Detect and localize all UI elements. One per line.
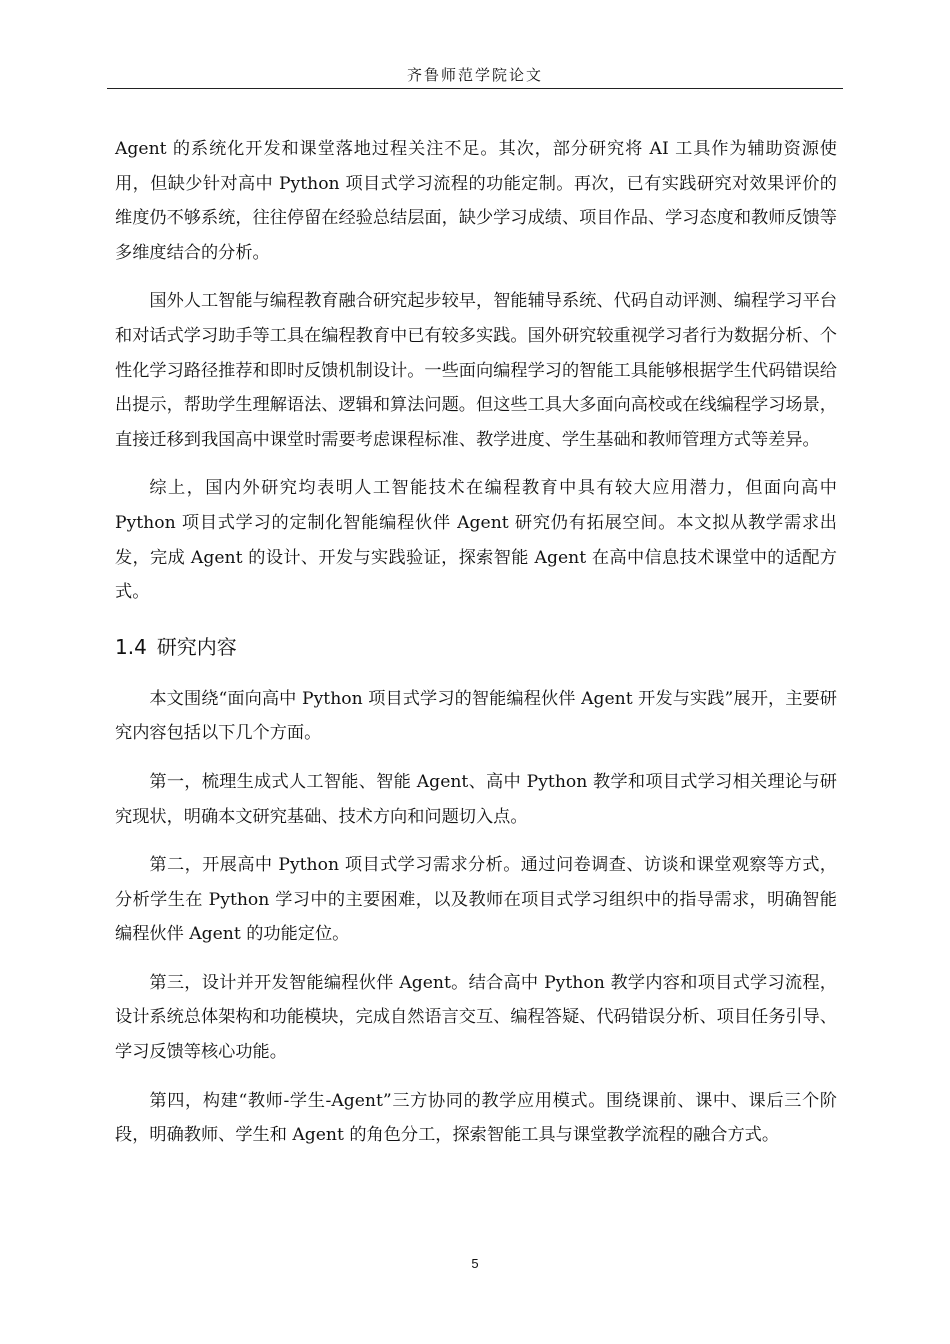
section-heading <box>115 632 837 662</box>
section-number: 1.4 <box>115 634 147 659</box>
paragraph-foreign-research: 国外人工智能与编程教育融合研究起步较早，智能辅导系统、代码自动评测、编程学习平台和对话式学习助手等工具在编程教育中已有较多实践。国外研究较重视学习者行为数据分析、个性化学习路径推荐和即时反馈机制设计。一些面向编程学习的智能工具能够根据学生代码错误给出提示，帮助学生理解语法、逻辑和算法问题。但这些工具大多面向高校或在线编程学习场景，直接迁移到我国高中课堂时需要考虑课程标准、教学进度、学生基础和教师管理方式等差异。 <box>115 291 837 450</box>
paragraph-item-4: 第四，构建“教师-学生-Agent”三方协同的教学应用模式。围绕课前、课中、课后三个阶段，明确教师、学生和 Agent 的角色分工，探索智能工具与课堂教学流程的融合方式。 <box>115 1090 837 1146</box>
page-header: 齐鲁师范学院论文 <box>406 66 543 84</box>
section-title: 研究内容 <box>156 634 237 659</box>
paragraph-item-2: 第二，开展高中 Python 项目式学习需求分析。通过问卷调查、访谈和课堂观察等方式，分析学生在 Python 学习中的主要困难，以及教师在项目式学习组织中的指导需求，明确智能编程伙伴 Agent 的功能定位。 <box>115 855 837 945</box>
paragraph-continued: Agent 的系统化开发和课堂落地过程关注不足。其次，部分研究将 AI 工具作为辅助资源使用，但缺少针对高中 Python 项目式学习流程的功能定制。再次，已有实践研究对效果评价的维度仍不够系统，往往停留在经验总结层面，缺少学习成绩、项目作品、学习态度和教师反馈等多维度结合的分析。 <box>115 139 837 263</box>
document-body <box>115 132 837 1167</box>
header-divider <box>107 88 843 89</box>
paragraph-intro: 本文围绕“面向高中 Python 项目式学习的智能编程伙伴 Agent 开发与实践”展开，主要研究内容包括以下几个方面。 <box>115 688 837 744</box>
page-number: 5 <box>471 1256 479 1271</box>
paragraph-summary: 综上，国内外研究均表明人工智能技术在编程教育中具有较大应用潜力，但面向高中 Python 项目式学习的定制化智能编程伙伴 Agent 研究仍有拓展空间。本文拟从教学需求出发，完成 Agent 的设计、开发与实践验证，探索智能 Agent 在高中信息技术课堂中的适配方式。 <box>115 478 837 603</box>
paragraph-item-1: 第一，梳理生成式人工智能、智能 Agent、高中 Python 教学和项目式学习相关理论与研究现状，明确本文研究基础、技术方向和问题切入点。 <box>115 771 837 827</box>
paragraph-item-3: 第三，设计并开发智能编程伙伴 Agent。结合高中 Python 教学内容和项目式学习流程，设计系统总体架构和功能模块，完成自然语言交互、编程答疑、代码错误分析、项目任务引导、学习反馈等核心功能。 <box>115 972 837 1063</box>
